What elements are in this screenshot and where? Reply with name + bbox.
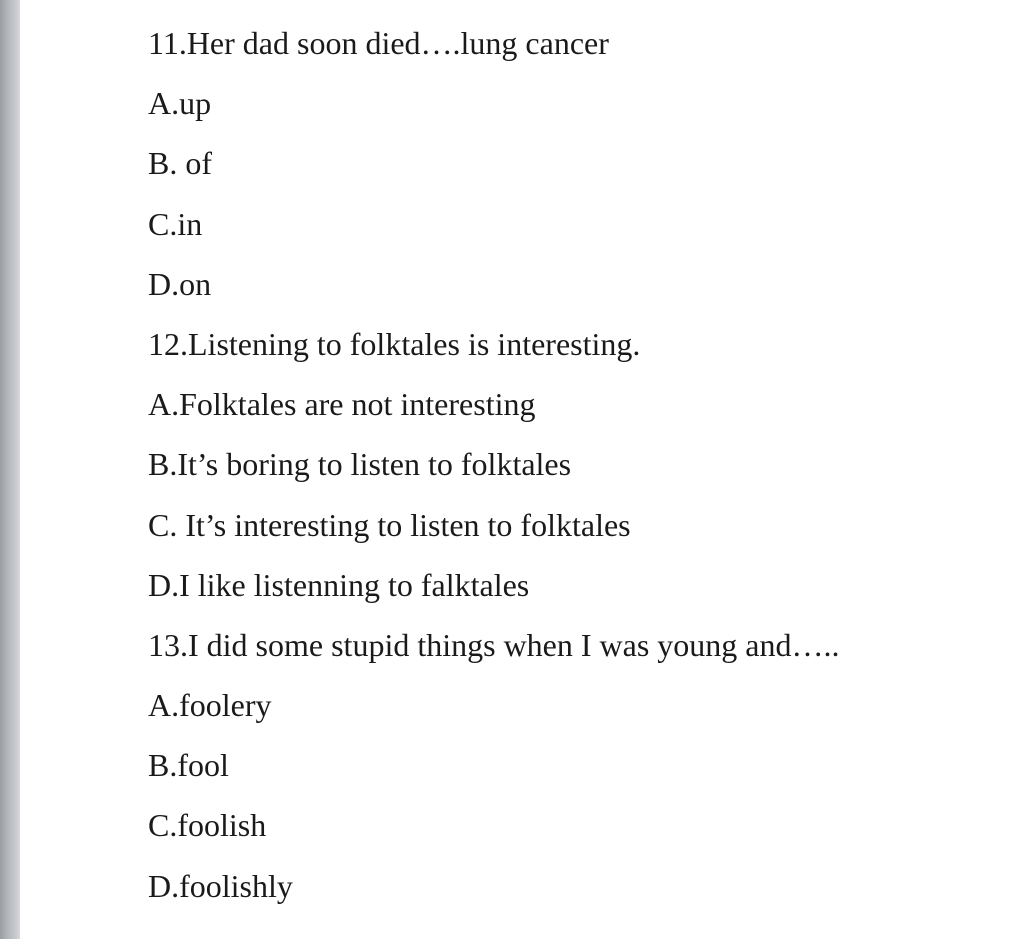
answer-option: B. of: [148, 145, 212, 182]
page-margin-edge: [0, 0, 20, 939]
answer-option: B.fool: [148, 747, 229, 784]
answer-option: A.Folktales are not interesting: [148, 386, 536, 423]
answer-option: C.in: [148, 205, 203, 242]
answer-option: A.foolery: [148, 687, 272, 724]
question-list: [148, 0, 840, 903]
question-prompt: 11.Her dad soon died….lung cancer: [148, 25, 609, 61]
answer-option: D.foolishly: [148, 867, 293, 904]
question-prompt: 13.I did some stupid things when I was young and…..: [148, 626, 840, 663]
question-prompt: 12.Listening to folktales is interesting.: [148, 325, 641, 362]
answer-option: D.I like listenning to falktales: [148, 566, 530, 603]
document-page: [20, 0, 1024, 939]
answer-option: B.It’s boring to listen to folktales: [148, 446, 572, 483]
answer-option: C. It’s interesting to listen to folktales: [148, 506, 631, 543]
answer-option: A.up: [148, 85, 212, 122]
answer-option: C.foolish: [148, 807, 267, 844]
answer-option: D.on: [148, 265, 212, 302]
